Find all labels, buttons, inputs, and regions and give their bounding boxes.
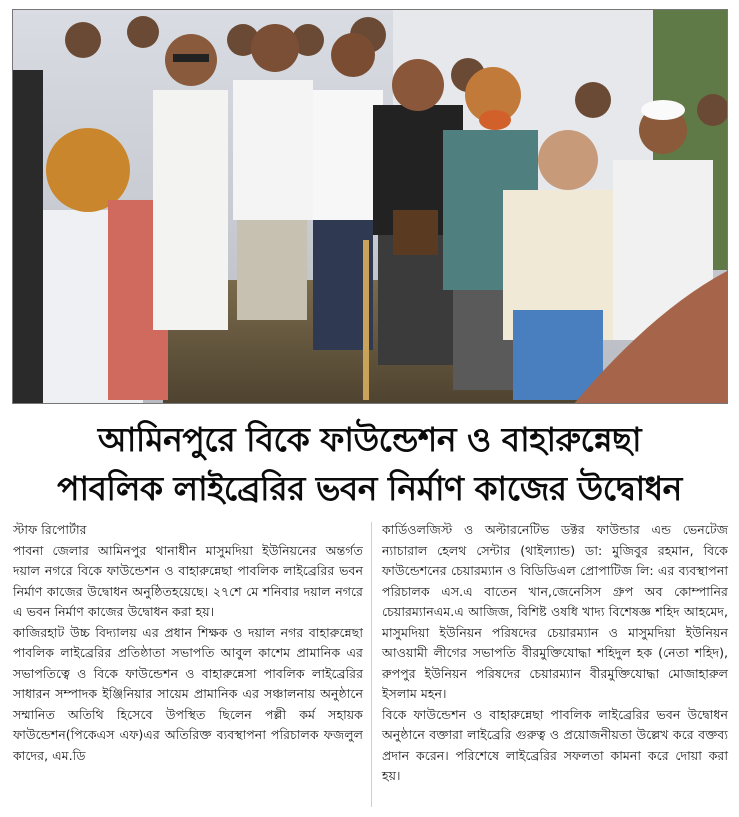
paragraph-2: কাজিরহাট উচ্চ বিদ্যালয় এর প্রধান শিক্ষক ও দয়াল নগর বাহারুন্নেছা পাবলিক লাইব্রেরির প্রতিষ্ঠাতা সভাপতি আবুল কাশেম প্রামানিক এর সভাপতিত্বে ও বিকে ফাউন্ডেশন ও বাহারুন্নেসা পাবলিক লাইব্রেরির সাধারন সম্পাদক ইঞ্জিনিয়ার সায়েম প্রামানিক এর সঞ্চালনায় অনুষ্ঠানে সম্মানিত অতিথি হিসেবে উপস্থিত ছিলেন পল্লী কর্ম সহায়ক ফাউন্ডেশন(পিকেএস এফ)এর অতিরিক্ত ব্যবস্থাপনা পরিচালক ফজলুল কাদের, এম.ডি	[13, 624, 363, 763]
paragraph-4: বিকে ফাউন্ডেশন ও বাহারুন্নেছা পাবলিক লাইব্রেরির ভবন উদ্বোধন অনুষ্ঠানে বক্তারা লাইব্রেরি গুরুত্ব ও প্রয়োজনীয়তা উল্লেখ করে বক্তব্য প্রদান করেন। পরিশেষে লাইব্রেরির সফলতা কামনা করে দোয়া করা হয়।	[382, 706, 728, 783]
column-divider	[371, 522, 372, 807]
article-column-right	[382, 520, 728, 787]
photo-illustration	[13, 10, 728, 404]
headline-line-2: পাবলিক লাইব্রেরির ভবন নির্মাণ কাজের উদ্বোধন	[57, 469, 682, 508]
article-column-left	[13, 520, 363, 766]
news-photo	[12, 9, 728, 404]
paragraph-3: কার্ডিওলজিস্ট ও অল্টারনেটিভ ডক্টর ফাউন্ডার এন্ড ভেনটেজ ন্যাচারাল হেলথ সেন্টার (থাইল্যান্ড) ডা: মুজিবুর রহমান, বিকে ফাউন্ডেশনের চেয়ারম্যান ও বিডিডিএল প্রোপাটিজ লি: এর ব্যবস্থাপনা পরিচালক এস.এ বাতেন খান,জেনেসিস গ্রুপ অব কোম্পানির চেয়ারম্যানএম.এ আজিজ, বিশিষ্ট ওষধি খাদ্য বিশেষজ্ঞ শহিদ আহমেদ, মাসুমদিয়া ইউনিয়ন পরিষদের চেয়ারম্যান ও মাসুমদিয়া ইউনিয়ন আওয়ামী লীগের সভাপতি বীরমুক্তিযোদ্ধা শহিদুল হক (নেতা শহিদ), রুপপুর ইউনিয়ন পরিষদের চেয়ারম্যান বীরমুক্তিযোদ্ধা মোজাহারুল ইসলাম মহন।	[382, 522, 728, 701]
byline: স্টাফ রিপোর্টার	[13, 522, 87, 537]
paragraph-1: পাবনা জেলার আমিনপুর থানাধীন মাসুমদিয়া ইউনিয়নের অন্তর্গত দয়াল নগরে বিকে ফাউন্ডেশন ও বাহারুন্নেছা পাবলিক লাইব্রেরির ভবন নির্মাণ কাজের উদ্বোধন অনুষ্ঠিতহয়েছে। ২৭শে মে শনিবার দয়াল নগরে এ ভবন নির্মাণ কাজের উদ্বোধন করা হয়।	[13, 542, 363, 619]
headline-line-1: আমিনপুরে বিকে ফাউন্ডেশন ও বাহারুন্নেছা	[97, 420, 642, 459]
